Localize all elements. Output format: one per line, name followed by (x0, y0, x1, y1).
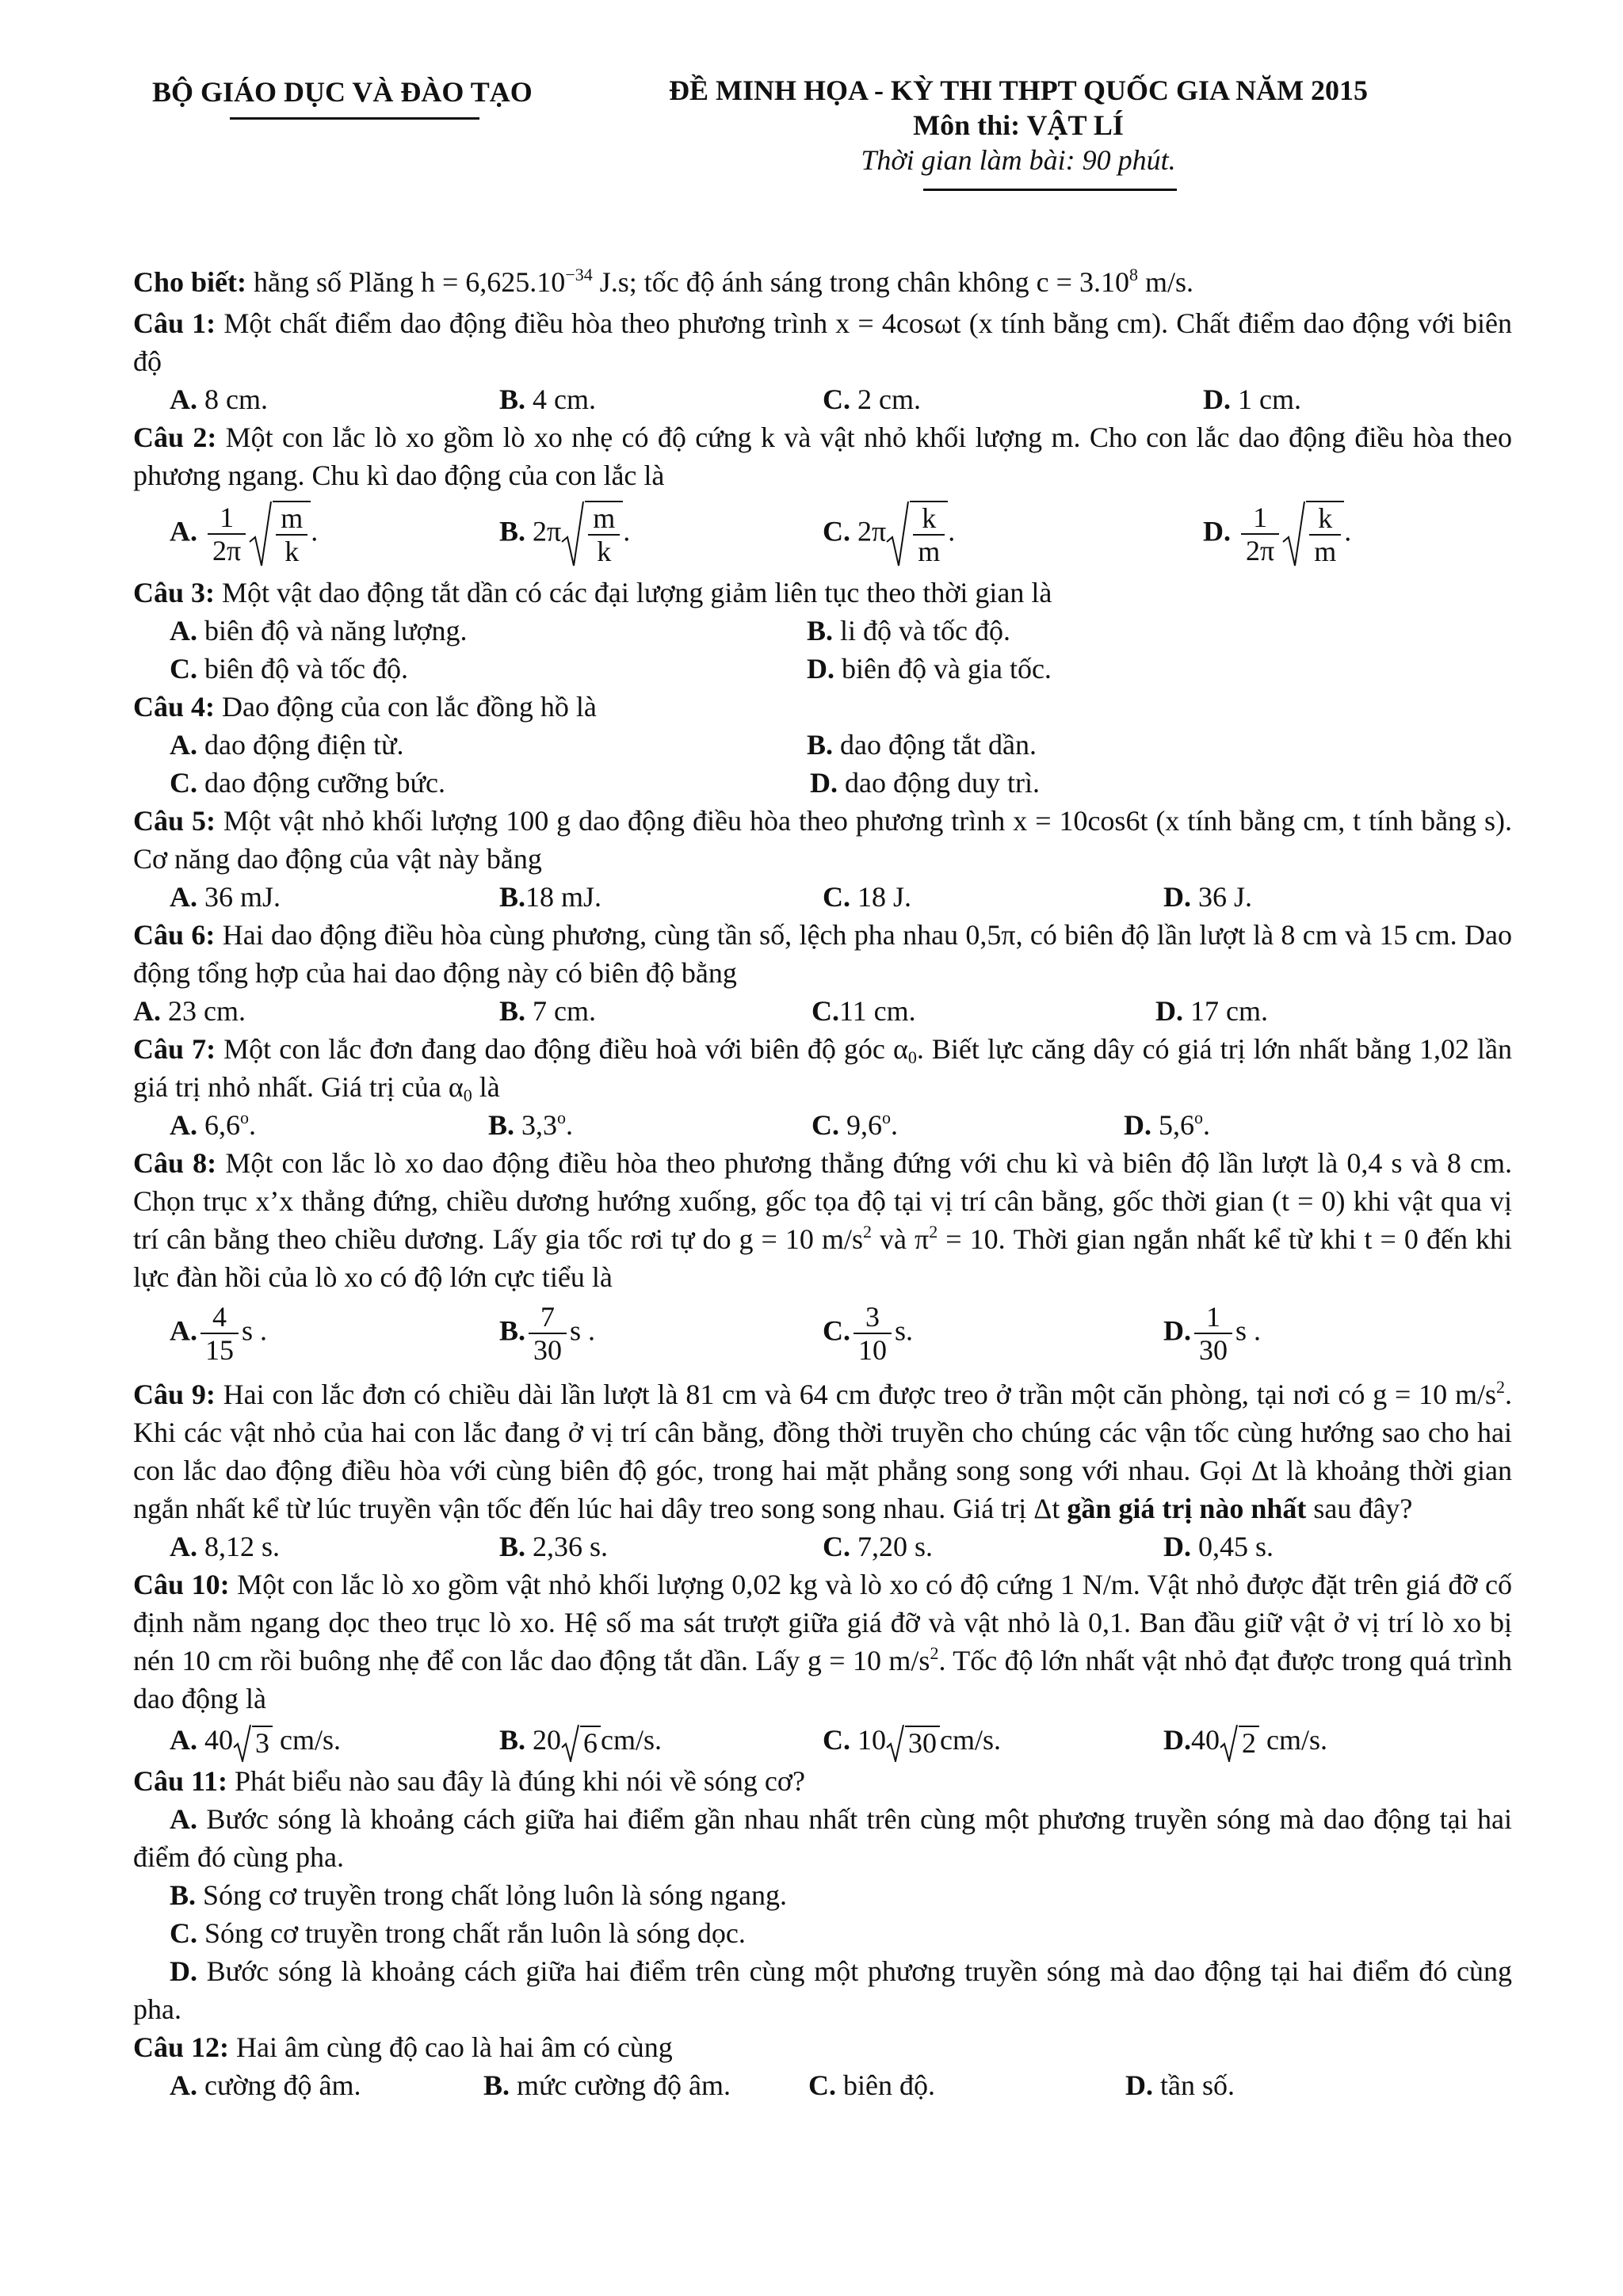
option-d[interactable]: D. 0,45 s. (1163, 1531, 1274, 1562)
duration-underline (923, 189, 1177, 191)
constants-line: Cho biết: hằng số Plăng $h = 6,625.10^{-34}$ J.s; tốc độ ánh sáng trong chân không $c = 3.10^8$ m/s. (133, 265, 1193, 298)
option-d[interactable]: D. 1 cm. (1203, 383, 1301, 415)
option-c[interactable]: C. 10 30 cm/s. (823, 1721, 1001, 1762)
option-d[interactable]: D. biên độ và gia tốc. (807, 653, 1052, 685)
question-6-options (133, 992, 1512, 1030)
exam-subject: Môn thi: VẬT LÍ (913, 109, 1124, 141)
question-5-options (133, 878, 1512, 916)
question-5: Câu 5: Một vật nhỏ khối lượng 100 g dao động điều hòa theo phương trình x = 10cos6t (x tính bằng cm, t tính bằng s). Cơ năng dao động của vật này bằng (133, 805, 1512, 875)
option-b[interactable]: B. 7 cm. (499, 995, 596, 1027)
option-b[interactable]: B. dao động tắt dần. (807, 729, 1037, 761)
constants-lead: Cho biết: (133, 266, 246, 298)
option-a[interactable]: A. 23 cm. (133, 995, 246, 1027)
exam-content (133, 263, 1512, 2104)
option-c[interactable]: C. biên độ và tốc độ. (170, 653, 408, 685)
question-2: Câu 2: Một con lắc lò xo gồm lò xo nhẹ có độ cứng k và vật nhỏ khối lượng m. Cho con lắc dao động điều hòa theo phương ngang. Chu kì dao động của con lắc là (133, 421, 1512, 491)
option-c[interactable]: C.11 cm. (812, 995, 916, 1027)
option-b[interactable]: B. $\frac{7}{30}$ s . (499, 1301, 596, 1366)
question-7: Câu 7: Một con lắc đơn đang dao động điều hoà với biên độ góc $\alpha_0$. Biết lực căng dây có giá trị lớn nhất bằng 1,02 lần giá trị nhỏ nhất. Giá trị của $\alpha_0$ là (133, 1033, 1512, 1105)
option-a[interactable]: A. 8 cm. (170, 383, 268, 415)
question-3-options-row2 (133, 650, 1512, 688)
sqrt-symbol: $\frac{m}{k}$ (561, 501, 623, 567)
question-2-options (133, 494, 1512, 574)
option-d[interactable]: D. 5,6$^o$. (1124, 1108, 1210, 1141)
question-7-options (133, 1106, 1512, 1144)
speed-of-light: c = 3.10 (1036, 266, 1129, 298)
option-a[interactable]: A. 6,6$^o$. (170, 1108, 256, 1141)
question-12-options (133, 2066, 1512, 2104)
option-d[interactable]: D. 36 J. (1163, 881, 1253, 913)
question-3-options-row1 (133, 612, 1512, 650)
option-b[interactable]: B. Sóng cơ truyền trong chất lỏng luôn là sóng ngang. (170, 1879, 787, 1911)
option-a[interactable]: A. dao động điện từ. (170, 729, 404, 761)
option-b[interactable]: B. 2π $\frac{m}{k}$ . (499, 502, 631, 567)
question-6: Câu 6: Hai dao động điều hòa cùng phương, cùng tần số, lệch pha nhau 0,5π, có biên độ lần lượt là 8 cm và 15 cm. Dao động tổng hợp của hai dao động này có biên độ bằng (133, 919, 1512, 989)
question-10: Câu 10: Một con lắc lò xo gồm vật nhỏ khối lượng 0,02 kg và lò xo có độ cứng 1 N/m. Vật nhỏ được đặt trên giá đỡ cố định nằm ngang dọc theo trục lò xo. Hệ số ma sát trượt giữa giá đỡ và vật nhỏ là 0,1. Ban đầu giữ vật ở vị trí lò xo bị nén 10 cm rồi buông nhẹ để con lắc dao động tắt dần. Lấy g = 10 $m/s^2$. Tốc độ lớn nhất vật nhỏ đạt được trong quá trình dao động là (133, 1569, 1512, 1714)
option-a[interactable]: A. $\frac{4}{15}$ s . (170, 1301, 268, 1366)
option-b[interactable]: B. 4 cm. (499, 383, 596, 415)
option-b[interactable]: B. li độ và tốc độ. (807, 615, 1010, 646)
exam-header (602, 73, 1434, 177)
question-3: Câu 3: Một vật dao động tắt dần có các đại lượng giảm liên tục theo thời gian là (133, 577, 1052, 608)
option-c[interactable]: C. $\frac{3}{10}$ s. (823, 1301, 914, 1366)
option-a[interactable]: A. 8,12 s. (170, 1531, 281, 1562)
option-c[interactable]: C. 2π $\frac{k}{m}$ . (823, 502, 956, 567)
option-c[interactable]: C. 18 J. (823, 881, 912, 913)
option-d[interactable]: D. 17 cm. (1155, 995, 1268, 1027)
question-9-options (133, 1527, 1512, 1566)
exam-title: ĐỀ MINH HỌA - KỲ THI THPT QUỐC GIA NĂM 2015 (668, 74, 1369, 106)
option-a[interactable]: A. $\frac{1}{2\pi}$ $\frac{m}{k}$ . (170, 502, 319, 567)
option-a[interactable]: A. 40 3 cm/s. (170, 1721, 341, 1762)
option-c[interactable]: C. 2 cm. (823, 383, 921, 415)
option-a[interactable]: A. cường độ âm. (170, 2069, 361, 2101)
question-8-options (133, 1296, 1512, 1375)
option-c[interactable]: C. 7,20 s. (823, 1531, 934, 1562)
fraction: $\frac{1}{2\pi}$ (208, 502, 246, 566)
ministry-name: BỘ GIÁO DỤC VÀ ĐÀO TẠO (152, 76, 533, 108)
question-11: Câu 11: Phát biểu nào sau đây là đúng khi nói về sóng cơ? (133, 1765, 805, 1797)
option-d[interactable]: D. Bước sóng là khoảng cách giữa hai điểm trên cùng một phương truyền sóng mà dao động tại hai điểm đó cùng pha. (133, 1955, 1512, 2025)
option-a[interactable]: A. Bước sóng là khoảng cách giữa hai điểm gần nhau nhất trên cùng một phương truyền sóng mà dao động tại hai điểm đó cùng pha. (133, 1803, 1512, 1873)
option-c[interactable]: C. biên độ. (808, 2069, 935, 2101)
option-c[interactable]: C. 9,6$^o$. (812, 1108, 898, 1141)
option-b[interactable]: B. 3,3$^o$. (488, 1108, 574, 1141)
option-b[interactable]: B.18 mJ. (499, 881, 602, 913)
question-12: Câu 12: Hai âm cùng độ cao là hai âm có cùng (133, 2031, 673, 2063)
option-d[interactable]: D. $\frac{1}{2\pi}$ $\frac{k}{m}$ . (1203, 502, 1352, 567)
question-1: Câu 1: Một chất điểm dao động điều hòa theo phương trình x = 4cosωt (x tính bằng cm). Chất điểm dao động với biên độ (133, 307, 1513, 377)
sqrt-symbol: $\frac{m}{k}$ (249, 501, 311, 567)
question-4-options-row2 (133, 764, 1512, 802)
option-b[interactable]: B. mức cường độ âm. (483, 2069, 731, 2101)
question-4-options-row1 (133, 726, 1512, 764)
option-d[interactable]: D. tần số. (1125, 2069, 1235, 2101)
option-a[interactable]: A. biên độ và năng lượng. (170, 615, 468, 646)
option-d[interactable]: D. $\frac{1}{30}$ s . (1163, 1301, 1262, 1366)
option-d[interactable]: D. dao động duy trì. (810, 767, 1040, 799)
option-a[interactable]: A. 36 mJ. (170, 881, 281, 913)
ministry-underline (230, 117, 479, 120)
question-9: Câu 9: Hai con lắc đơn có chiều dài lần lượt là 81 cm và 64 cm được treo ở trần một căn phòng, tại nơi có g = 10 $m/s^2$. Khi các vật nhỏ của hai con lắc đang ở vị trí cân bằng, đồng thời truyền cho chúng các vận tốc cùng hướng sao cho hai con lắc dao động điều hòa với cùng biên độ góc, trong hai mặt phẳng song song với nhau. Gọi Δt là khoảng thời gian ngắn nhất kể từ lúc truyền vận tốc đến lúc hai dây treo song song nhau. Giá trị Δt gần giá trị nào nhất sau đây? (133, 1377, 1512, 1524)
question-8: Câu 8: Một con lắc lò xo dao động điều hòa theo phương thẳng đứng với chu kì và biên độ lần lượt là 0,4 s và 8 cm. Chọn trục x’x thẳng đứng, chiều dương hướng xuống, gốc tọa độ tại vị trí cân bằng, gốc thời gian (t = 0) khi vật qua vị trí cân bằng theo chiều dương. Lấy gia tốc rơi tự do g = 10 $m/s^2$ và $\pi^2 = 10$. Thời gian ngắn nhất kể từ khi t = 0 đến khi lực đàn hồi của lò xo có độ lớn cực tiểu là (133, 1147, 1513, 1293)
option-b[interactable]: B. 20 6 cm/s. (499, 1721, 662, 1762)
question-4: Câu 4: Dao động của con lắc đồng hồ là (133, 691, 597, 723)
sqrt-symbol: $\frac{k}{m}$ (1282, 501, 1344, 567)
option-d[interactable]: D.40 2 cm/s. (1163, 1721, 1327, 1762)
exam-duration: Thời gian làm bài: 90 phút. (861, 144, 1176, 176)
sqrt-symbol: $\frac{k}{m}$ (886, 501, 948, 567)
question-10-options (133, 1718, 1512, 1762)
option-b[interactable]: B. 2,36 s. (499, 1531, 609, 1562)
planck-constant: h = 6,625.10 (421, 266, 566, 298)
question-1-options (133, 380, 1512, 418)
option-c[interactable]: C. dao động cưỡng bức. (170, 767, 445, 799)
option-c[interactable]: C. Sóng cơ truyền trong chất rắn luôn là sóng dọc. (170, 1917, 746, 1949)
fraction: $\frac{1}{2\pi}$ (1241, 502, 1279, 566)
